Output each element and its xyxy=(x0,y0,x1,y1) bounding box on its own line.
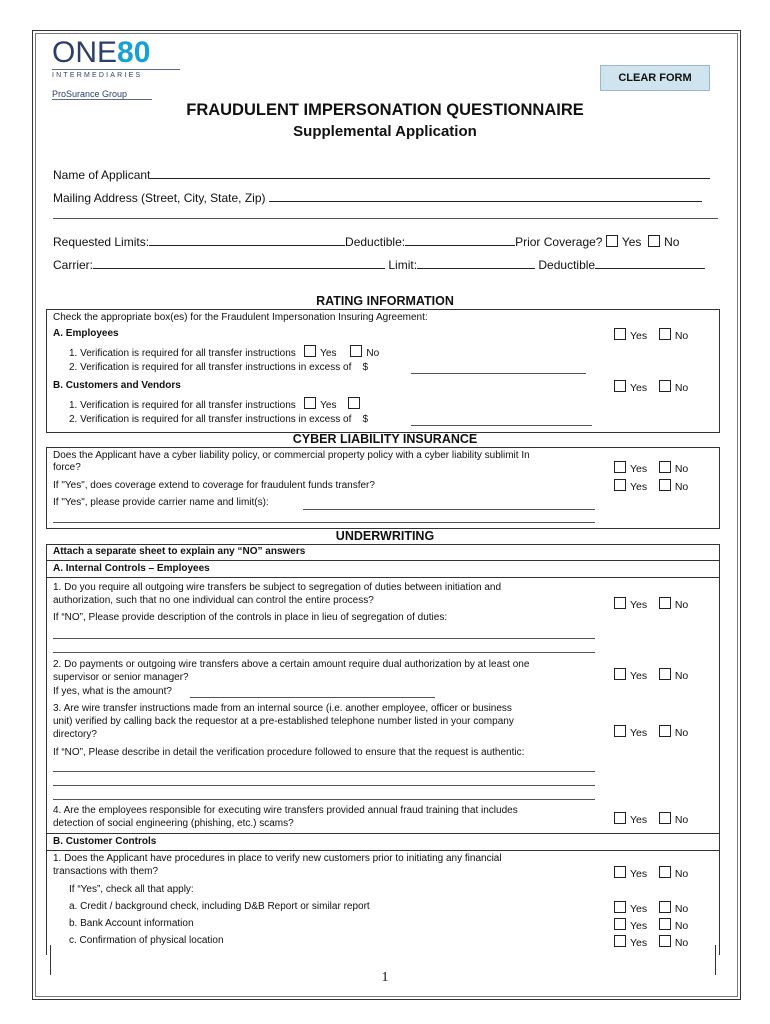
rating-b2-row xyxy=(69,414,368,426)
cyber-carrier-field-2[interactable] xyxy=(53,522,595,523)
yes-label: Yes xyxy=(630,599,648,611)
logo-brand-b: 80 xyxy=(117,36,151,69)
deductible2-field[interactable] xyxy=(595,256,705,269)
yes-label: Yes xyxy=(630,920,648,932)
uw-b1-a-no-checkbox[interactable] xyxy=(659,901,671,913)
cyber-q1-no-checkbox[interactable] xyxy=(659,461,671,473)
form-subtitle: Supplemental Application xyxy=(293,123,477,140)
rating-b2-amount-field[interactable] xyxy=(411,425,592,426)
no-label: No xyxy=(674,727,689,739)
rating-title: RATING INFORMATION xyxy=(316,294,454,308)
uw-q4-yes-checkbox[interactable] xyxy=(614,812,626,824)
uw-b1-c-yesno xyxy=(614,935,688,949)
uw-b1-line1: 1. Does the Applicant have procedures in place to verify new customers prior to initiating any financial xyxy=(53,853,502,864)
logo-group: ProSurance Group xyxy=(52,89,152,100)
limit-field[interactable] xyxy=(417,256,535,269)
uw-q3-yes-checkbox[interactable] xyxy=(614,725,626,737)
uw-b1-a: a. Credit / background check, including D&B Report or similar report xyxy=(69,901,370,912)
mailing-address-label: Mailing Address (Street, City, State, Zip) xyxy=(53,191,266,205)
prior-coverage-label: Prior Coverage? xyxy=(515,235,603,249)
cyber-q3: If "Yes", please provide carrier name and limit(s): xyxy=(53,497,269,508)
no-label: No xyxy=(674,937,689,949)
yes-label: Yes xyxy=(320,400,337,411)
cyber-q1-yesno xyxy=(614,461,688,475)
no-label: No xyxy=(674,670,689,682)
uw-b1-no-checkbox[interactable] xyxy=(659,866,671,878)
rating-b-no-checkbox[interactable] xyxy=(659,380,671,392)
uw-b1-a-yesno xyxy=(614,901,688,915)
uw-q3-line1: 3. Are wire transfer instructions made from an internal source (i.e. another employee, officer or business xyxy=(53,703,512,714)
no-label: No xyxy=(674,920,689,932)
rating-a2-text: 2. Verification is required for all transfer instructions in excess of xyxy=(69,362,352,373)
company-logo xyxy=(52,38,182,108)
divider xyxy=(46,560,720,561)
rating-a1-no-checkbox[interactable] xyxy=(350,345,362,357)
uw-q3-no-checkbox[interactable] xyxy=(659,725,671,737)
uw-q2-yesno xyxy=(614,668,688,682)
rating-b1-text: 1. Verification is required for all transfer instructions xyxy=(69,400,296,411)
internal-controls-heading: A. Internal Controls – Employees xyxy=(53,563,210,574)
rating-a1-text: 1. Verification is required for all transfer instructions xyxy=(69,348,296,359)
rating-b1-no-checkbox[interactable] xyxy=(348,397,360,409)
uw-b1-c: c. Confirmation of physical location xyxy=(69,935,224,946)
uw-q1-no-checkbox[interactable] xyxy=(659,597,671,609)
underwriting-attach-note: Attach a separate sheet to explain any “NO” answers xyxy=(53,546,306,557)
rating-b2-text: 2. Verification is required for all transfer instructions in excess of xyxy=(69,414,352,425)
cyber-title: CYBER LIABILITY INSURANCE xyxy=(292,432,478,446)
uw-b1-a-yes-checkbox[interactable] xyxy=(614,901,626,913)
uw-b1-yes-checkbox[interactable] xyxy=(614,866,626,878)
no-label: No xyxy=(366,348,380,359)
uw-q1-description-field-2[interactable] xyxy=(53,652,595,653)
requested-limits-field[interactable] xyxy=(149,233,345,246)
uw-q4-line1: 4. Are the employees responsible for executing wire transfers provided annual fraud training that includes xyxy=(53,805,518,816)
uw-q1-yes-checkbox[interactable] xyxy=(614,597,626,609)
no-label: No xyxy=(674,903,689,915)
yes-label: Yes xyxy=(630,670,648,682)
rating-a-no-checkbox[interactable] xyxy=(659,328,671,340)
cyber-q2: If "Yes", does coverage extend to coverage for fraudulent funds transfer? xyxy=(53,480,375,491)
no-label: No xyxy=(674,481,689,493)
cyber-carrier-field[interactable] xyxy=(303,509,595,510)
applicant-name-row xyxy=(53,166,710,182)
divider xyxy=(46,850,720,851)
uw-b1-b-yesno xyxy=(614,918,688,932)
prior-coverage-yes-checkbox[interactable] xyxy=(606,235,618,247)
no-label: No xyxy=(674,868,689,880)
limit-label: Limit: xyxy=(388,258,418,272)
uw-q3-line2: unit) verified by calling back the requestor at a pre-established telephone number listed in your company xyxy=(53,716,514,727)
no-label: No xyxy=(674,463,689,475)
yes-label: Yes xyxy=(320,348,337,359)
rating-b-yesno xyxy=(614,380,688,394)
rating-a2-row xyxy=(69,362,368,374)
rating-a-yes-checkbox[interactable] xyxy=(614,328,626,340)
applicant-name-field[interactable] xyxy=(150,166,710,179)
uw-q2-line1: 2. Do payments or outgoing wire transfers above a certain amount require dual authorization by at least one xyxy=(53,659,530,670)
form-title: FRAUDULENT IMPERSONATION QUESTIONNAIRE xyxy=(186,101,584,119)
yes-label: Yes xyxy=(630,814,648,826)
rating-a-label: A. Employees xyxy=(53,328,119,339)
yes-label: Yes xyxy=(630,330,648,342)
uw-b1-b: b. Bank Account information xyxy=(69,918,194,929)
cyber-q2-yesno xyxy=(614,479,688,493)
mailing-address-field-2[interactable] xyxy=(53,218,718,219)
limits-row xyxy=(53,233,679,249)
cyber-q1-line2: force? xyxy=(53,462,81,473)
rating-b1-row xyxy=(69,397,364,412)
dollar-sign: $ xyxy=(362,414,369,425)
underwriting-title: UNDERWRITING xyxy=(335,529,435,543)
rating-intro: Check the appropriate box(es) for the Fraudulent Impersonation Insuring Agreement: xyxy=(53,312,428,323)
uw-b1-c-no-checkbox[interactable] xyxy=(659,935,671,947)
uw-q4-line2: detection of social engineering (phishing, etc.) scams? xyxy=(53,818,294,829)
uw-q3-procedure-field[interactable] xyxy=(53,771,595,772)
divider xyxy=(46,833,720,834)
applicant-name-label: Name of Applicant xyxy=(53,168,151,182)
yes-label: Yes xyxy=(630,727,648,739)
rating-a-yesno xyxy=(614,328,688,342)
requested-limits-label: Requested Limits: xyxy=(53,235,150,249)
uw-q1-line2: authorization, such that no one individual can control the entire process? xyxy=(53,595,374,606)
prior-coverage-no-checkbox[interactable] xyxy=(648,235,660,247)
uw-q3-line4: If “NO”, Please describe in detail the verification procedure followed to ensure that the request is authentic: xyxy=(53,747,525,758)
cyber-q1-line1: Does the Applicant have a cyber liability policy, or commercial property policy with a cyber liability sublimit In xyxy=(53,450,530,461)
uw-q2-amount-field[interactable] xyxy=(190,697,435,698)
no-label: No xyxy=(674,382,689,394)
no-label: No xyxy=(674,814,689,826)
uw-q3-procedure-field-2[interactable] xyxy=(53,785,595,786)
carrier-label: Carrier: xyxy=(53,258,94,272)
uw-q2-yes-checkbox[interactable] xyxy=(614,668,626,680)
uw-q2-line3: If yes, what is the amount? xyxy=(53,686,172,697)
yes-label: Yes xyxy=(630,382,648,394)
uw-b1-line3: If “Yes”, check all that apply: xyxy=(69,884,194,895)
mailing-address-row xyxy=(53,189,702,205)
yes-label: Yes xyxy=(630,937,648,949)
cyber-q1-yes-checkbox[interactable] xyxy=(614,461,626,473)
uw-b1-yesno xyxy=(614,866,688,880)
cyber-q2-no-checkbox[interactable] xyxy=(659,479,671,491)
carrier-row xyxy=(53,256,705,272)
uw-b1-b-no-checkbox[interactable] xyxy=(659,918,671,930)
uw-b1-c-yes-checkbox[interactable] xyxy=(614,935,626,947)
mailing-address-field[interactable] xyxy=(269,189,702,202)
rating-b-label: B. Customers and Vendors xyxy=(53,380,181,391)
prior-coverage-yes-label: Yes xyxy=(621,235,642,249)
yes-label: Yes xyxy=(630,903,648,915)
deductible2-label: Deductible xyxy=(538,258,596,272)
divider xyxy=(46,577,720,578)
uw-q1-yesno xyxy=(614,597,688,611)
rating-b-yes-checkbox[interactable] xyxy=(614,380,626,392)
uw-q2-no-checkbox[interactable] xyxy=(659,668,671,680)
prior-coverage-no-label: No xyxy=(664,235,680,249)
uw-b1-line2: transactions with them? xyxy=(53,866,159,877)
uw-q1-description-field[interactable] xyxy=(53,638,595,639)
uw-q2-line2: supervisor or senior manager? xyxy=(53,672,189,683)
rating-a1-yes-checkbox[interactable] xyxy=(304,345,316,357)
customer-controls-heading: B. Customer Controls xyxy=(53,836,157,847)
logo-subtitle: INTERMEDIARIES xyxy=(52,69,180,79)
clear-form-button[interactable]: CLEAR FORM xyxy=(600,65,710,91)
uw-q4-yesno xyxy=(614,812,688,826)
no-label: No xyxy=(674,599,689,611)
deductible-label: Deductible: xyxy=(345,235,406,249)
dollar-sign: $ xyxy=(362,362,369,373)
uw-q3-yesno xyxy=(614,725,688,739)
no-label: No xyxy=(674,330,689,342)
rating-a1-row xyxy=(69,345,379,360)
yes-label: Yes xyxy=(630,481,648,493)
yes-label: Yes xyxy=(630,463,648,475)
uw-b1-b-yes-checkbox[interactable] xyxy=(614,918,626,930)
deductible-field[interactable] xyxy=(405,233,515,246)
uw-q1-line3: If “NO”, Please provide description of the controls in place in lieu of segregation of duties: xyxy=(53,612,448,623)
rating-b1-yes-checkbox[interactable] xyxy=(304,397,316,409)
rating-a2-amount-field[interactable] xyxy=(411,373,586,374)
logo-brand-a: ONE xyxy=(52,36,118,69)
uw-q1-line1: 1. Do you require all outgoing wire transfers be subject to segregation of duties between initiation and xyxy=(53,582,502,593)
cyber-q2-yes-checkbox[interactable] xyxy=(614,479,626,491)
carrier-field[interactable] xyxy=(93,256,385,269)
uw-q3-line3: directory? xyxy=(53,729,97,740)
yes-label: Yes xyxy=(630,868,648,880)
uw-q4-no-checkbox[interactable] xyxy=(659,812,671,824)
uw-q3-procedure-field-3[interactable] xyxy=(53,799,595,800)
page-number: 1 xyxy=(381,970,389,985)
